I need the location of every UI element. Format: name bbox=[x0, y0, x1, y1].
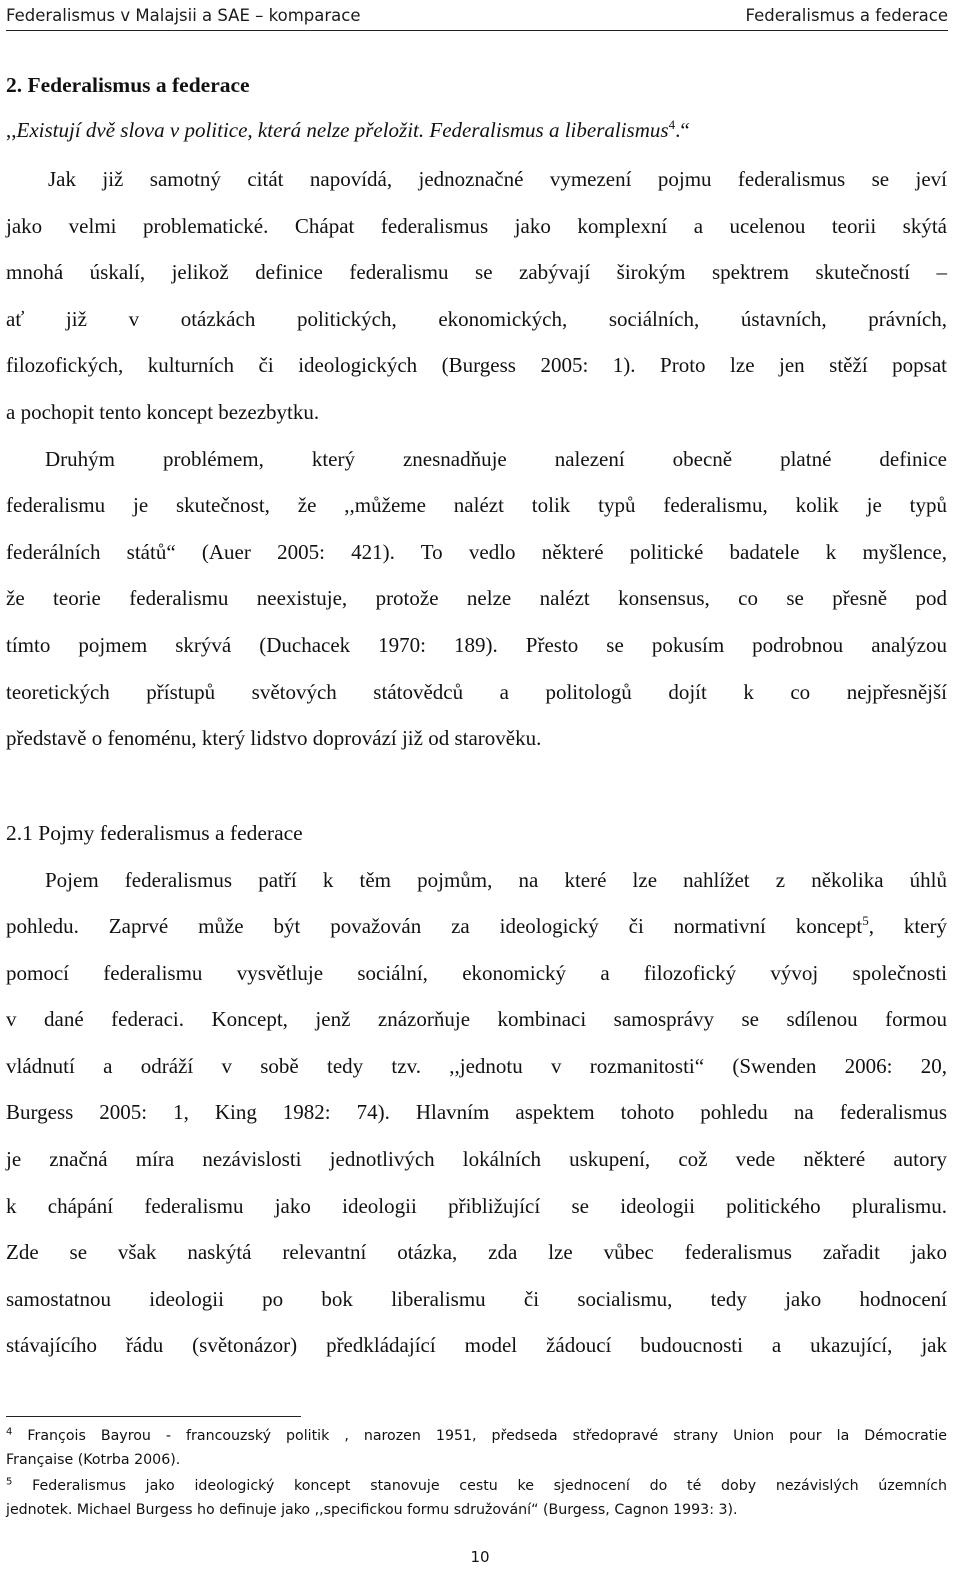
footnote-text: Federalismus jako ideologický koncept stanovuje cestu ke sjednocení do té doby nezávislých územních bbox=[32, 1478, 947, 1494]
line-text: pohledu. Zaprvé může být považován za ideologický či normativní koncept bbox=[6, 914, 863, 938]
paragraph-line: je značná míra nezávislosti jednotlivých lokálních uskupení, což vede některé autory bbox=[6, 1147, 947, 1171]
footnote-number: 4 bbox=[6, 1426, 13, 1438]
paragraph-line: představě o fenoménu, který lidstvo doprovází již od starověku. bbox=[6, 726, 542, 750]
header-divider bbox=[6, 30, 948, 31]
footnote-4 bbox=[6, 1428, 947, 1444]
paragraph-line: jako velmi problematické. Chápat federalismus jako komplexní a ucelenou teorii skýtá bbox=[6, 214, 947, 238]
paragraph-line bbox=[6, 914, 947, 939]
paragraph-line: a pochopit tento koncept bezezbytku. bbox=[6, 400, 320, 424]
paragraph-line: Jak již samotný citát napovídá, jednoznačné vymezení pojmu federalismus se jeví bbox=[48, 167, 947, 191]
paragraph-line: tímto pojmem skrývá (Duchacek 1970: 189). Přesto se pokusím podrobnou analýzou bbox=[6, 633, 947, 657]
footnote-text: François Bayrou - francouzský politik , narozen 1951, předseda středopravé strany Union pour la Démocratie bbox=[27, 1428, 948, 1444]
paragraph-line: federálních států“ (Auer 2005: 421). To vedlo některé politické badatele k myšlence, bbox=[6, 540, 947, 564]
paragraph-line: ať již v otázkách politických, ekonomických, sociálních, ústavních, právních, bbox=[6, 307, 947, 331]
epigraph-quote bbox=[6, 118, 947, 143]
paragraph-line: Zde se však naskýtá relevantní otázka, zda lze vůbec federalismus zařadit jako bbox=[6, 1240, 947, 1264]
paragraph-line: k chápání federalismu jako ideologii přibližující se ideologii politického pluralismu. bbox=[6, 1194, 947, 1218]
footnote-5 bbox=[6, 1478, 947, 1494]
paragraph-line: samostatnou ideologii po bok liberalismu či socialismu, tedy jako hodnocení bbox=[6, 1287, 947, 1311]
paragraph-line: pomocí federalismu vysvětluje sociální, ekonomický a filozofický vývoj společnosti bbox=[6, 961, 947, 985]
quote-open-mark: ,, bbox=[6, 118, 17, 142]
header-right: Federalismus a federace bbox=[745, 5, 948, 25]
section-heading: 2. Federalismus a federace bbox=[6, 73, 250, 97]
paragraph-line: Pojem federalismus patří k těm pojmům, na které lze nahlížet z několika úhlů bbox=[45, 868, 947, 892]
footnote-4-continuation: Française (Kotrba 2006). bbox=[6, 1452, 181, 1468]
paragraph-line: že teorie federalismu neexistuje, protože nelze nalézt konsensus, co se přesně pod bbox=[6, 586, 947, 610]
footnote-5-continuation: jednotek. Michael Burgess ho definuje jako ,,specifickou formu sdružování“ (Burgess, Cagnon 1993: 3). bbox=[6, 1502, 738, 1518]
paragraph-line: teoretických přístupů světových státovědců a politologů dojít k co nejpřesnější bbox=[6, 680, 947, 704]
paragraph-line: mnohá úskalí, jelikož definice federalismu se zabývají širokým spektrem skutečností – bbox=[6, 260, 947, 284]
header-left: Federalismus v Malajsii a SAE – komparace bbox=[6, 5, 361, 25]
paragraph-line: Burgess 2005: 1, King 1982: 74). Hlavním aspektem tohoto pohledu na federalismus bbox=[6, 1100, 947, 1124]
line-text: , který bbox=[868, 914, 947, 938]
footnote-number: 5 bbox=[6, 1476, 13, 1488]
quote-text: Existují dvě slova v politice, která nelze přeložit. Federalismus a liberalismus bbox=[16, 118, 669, 142]
quote-close-mark: .“ bbox=[675, 118, 690, 142]
paragraph-line: Druhým problémem, který znesnadňuje nalezení obecně platné definice bbox=[45, 447, 947, 471]
paragraph-line: v dané federaci. Koncept, jenž znázorňuje kombinaci samosprávy se sdílenou formou bbox=[6, 1007, 947, 1031]
footnote-ref-5: 5 bbox=[862, 913, 869, 928]
footnote-divider bbox=[6, 1416, 301, 1417]
paragraph-line: filozofických, kulturních či ideologických (Burgess 2005: 1). Proto lze jen stěží popsat bbox=[6, 353, 947, 377]
paragraph-line: federalismu je skutečnost, že ,,můžeme nalézt tolik typů federalismu, kolik je typů bbox=[6, 493, 947, 517]
page-number: 10 bbox=[470, 1548, 490, 1566]
paragraph-line: vládnutí a odráží v sobě tedy tzv. ,,jednotu v rozmanitosti“ (Swenden 2006: 20, bbox=[6, 1054, 947, 1078]
paragraph-line: stávajícího řádu (světonázor) předkládající model žádoucí budoucnosti a ukazující, jak bbox=[6, 1333, 947, 1357]
subsection-heading: 2.1 Pojmy federalismus a federace bbox=[6, 821, 303, 845]
running-header bbox=[6, 2, 948, 28]
footnote-ref-4: 4 bbox=[668, 117, 676, 132]
